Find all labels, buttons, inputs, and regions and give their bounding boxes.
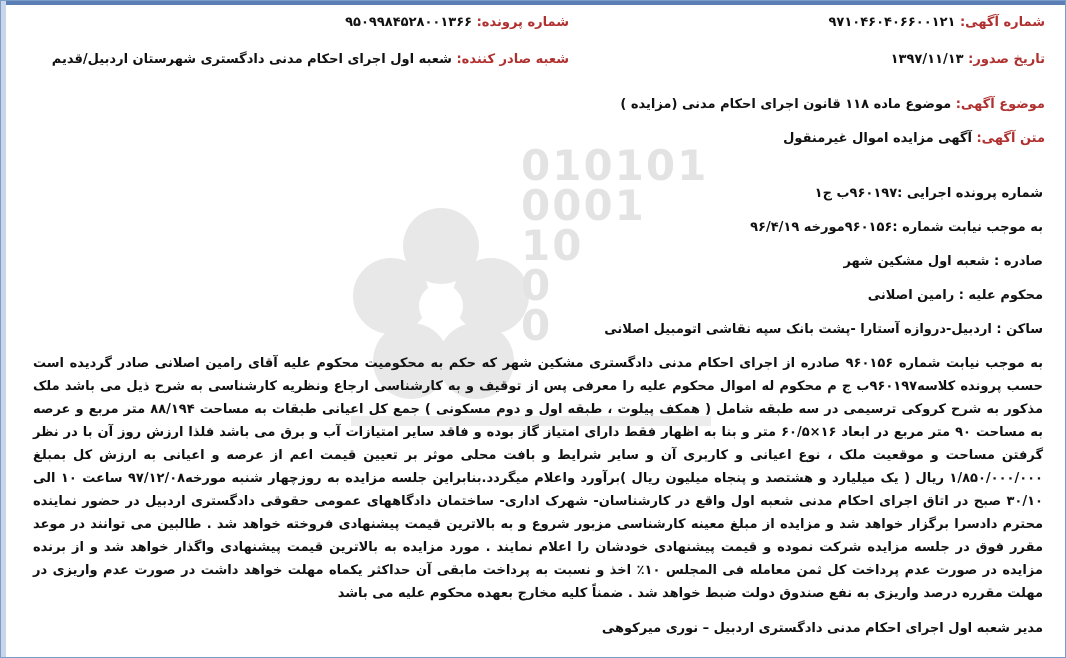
issuing-branch-label: شعبه صادر کننده: [456,52,569,67]
issuing-branch-value: شعبه اول اجرای احکام مدنی دادگستری شهرستان اردبیل/قدیم [51,52,452,67]
top-border [1,1,1065,5]
watermark-digit-line: 10 [521,221,584,270]
case-details [43,182,1043,352]
ad-text-row [783,131,1045,146]
watermark-digit-line: 010101 [521,141,709,190]
subject-row [620,97,1045,112]
ad-number-row [829,15,1046,30]
ad-number-value: ۹۷۱۰۴۶۰۴۰۶۶۰۰۱۲۱ [828,15,956,30]
execution-case-number: شماره پرونده اجرایی :۹۶۰۱۹۷ب ج۱ [814,186,1043,201]
case-number-value: ۹۵۰۹۹۸۴۵۲۸۰۰۱۳۶۶ [345,15,473,30]
watermark-digit-line: 0 [521,261,553,310]
case-number-row [345,15,569,30]
issue-date-value: ۱۳۹۷/۱۱/۱۳ [890,52,964,67]
left-border [1,1,6,657]
delegation-number: به موجب نیابت شماره :۹۶۰۱۵۶مورخه ۹۶/۴/۱۹ [750,220,1043,235]
issuing-branch-row [52,52,569,67]
watermark-digit-line: 0 [521,301,553,350]
subject-value: موضوع ماده ۱۱۸ قانون اجرای احکام مدنی (مزایده ) [620,97,952,112]
residence-address: ساکن : اردبیل-دروازه آستارا -پشت بانک سپه نقاشی اتومبیل اصلانی [604,322,1043,337]
subject-label: موضوع آگهی: [955,97,1045,112]
signature-line: مدیر شعبه اول اجرای احکام مدنی دادگستری اردبیل – نوری میرکوهی [601,621,1043,636]
convicted-party: محکوم علیه : رامین اصلانی [867,288,1043,303]
ad-text-label: متن آگهی: [976,131,1045,146]
issue-date-row [891,52,1045,67]
ad-number-label: شماره آگهی: [959,15,1045,30]
ad-text-value: آگهی مزایده اموال غیرمنقول [783,131,972,146]
auction-paragraph: به موجب نیابت شماره ۹۶۰۱۵۶ صادره از اجرای احکام مدنی دادگستری مشکین شهر که حکم به محکومیت محکوم علیه آقای رامین اصلانی صادر گردیده است حسب پرونده کلاسه۹۶۰۱۹۷ب ج م محکوم له اموال محکوم علیه را معرفی پس از توقیف و به کارشناسی ارجاع ونظریه کارشناسی به شرح ذیل می باشد ملک مذکور به شرح کروکی ترسیمی در سه طبقه شامل ( همکف پیلوت ، طبقه اول و دوم مسکونی ) جمع کل اعیانی طبقات به مساحت ۸۸/۱۹۴ متر مربع و عرصه به مساحت ۹۰ متر مربع در ابعاد ۱۶×۶۰/۵ متر و بنا به اظهار فقط دارای امتیاز گاز بوده و فاقد سایر امتیازات آب و برق می باشد فلذا ارزش روز آن با در نظر گرفتن مساحت و موقعیت ملک ، نوع اعیانی و کاربری آن و سایر شرایط و بافت محلی موثر بر تعیین قیمت اعم از عرصه و اعیانی به ارزش کل بمبلغ ۱/۸۵۰/۰۰۰/۰۰۰ ریال ( یک میلیارد و هشتصد و پنجاه میلیون ریال )برآورد واعلام میگردد.بنابراین جلسه مزایده به روزچهار شنبه مورخه۹۷/۱۲/۰۸ ساعت ۱۰ الی ۳۰/۱۰ صبح در اتاق اجرای احکام مدنی شعبه اول واقع در کارشناسان- شهرک اداری- ساختمان دادگاههای عمومی حقوقی دادگستری اردبیل در حضور نماینده محترم دادسرا برگزار خواهد شد و مزایده از مبلغ معینه کارشناسی مزبور شروع و به بالاترین قیمت پیشنهادی فروخته خواهد شد . طالبین می توانند در موعد مقرر فوق در جلسه مزایده شرکت نموده و قیمت پیشنهادی خودشان را اعلام نمایند . مورد مزایده به بالاترین قیمت پیشنهادی واگذار خواهد شد و از برنده مزایده در صورت عدم پرداخت کل ثمن معامله فی المجلس ۱۰٪ اخذ و نسبت به پرداخت مابقی آن حداکثر یکماه مهلت خواهد داشت در صورت عدم واریزی در مهلت مقرره درصد واریزی به نفع صندوق دولت ضبط خواهد شد . ضمناً کلیه مخارج بعهده محکوم علیه می باشد [33,356,1044,601]
watermark-digit-line: 0001 [521,181,646,230]
case-number-label: شماره پرونده: [476,15,569,30]
issuing-court: صادره : شعبه اول مشکین شهر [843,254,1043,269]
issue-date-label: تاریخ صدور: [968,52,1045,67]
